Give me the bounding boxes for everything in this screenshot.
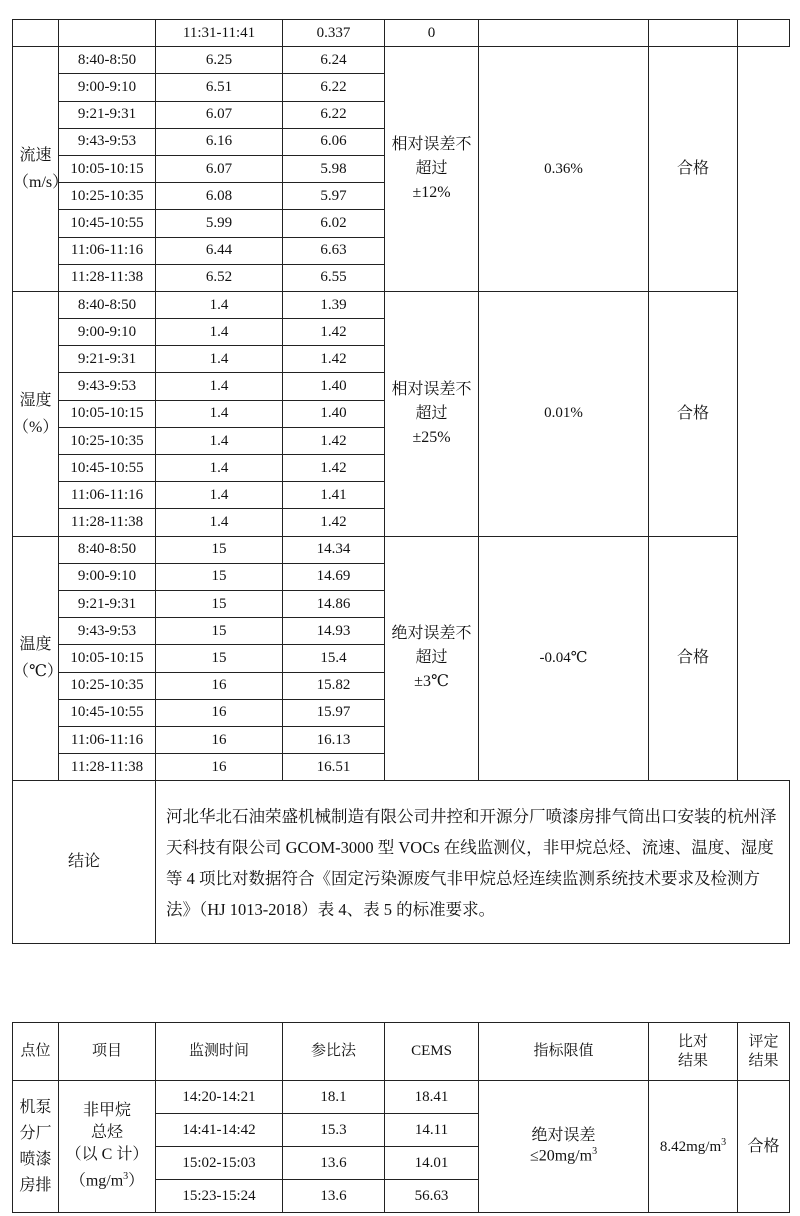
ref-cell: 18.1 bbox=[283, 1081, 385, 1114]
header-cems: CEMS bbox=[385, 1023, 479, 1081]
ref-cell: 15 bbox=[156, 618, 283, 645]
cems-cell: 15.4 bbox=[283, 645, 385, 672]
time-cell: 9:21-9:31 bbox=[59, 346, 156, 373]
time-cell: 11:28-11:38 bbox=[59, 509, 156, 536]
cems-cell: 1.41 bbox=[283, 482, 385, 509]
cems-cell: 14.69 bbox=[283, 563, 385, 590]
time-cell: 9:43-9:53 bbox=[59, 128, 156, 155]
time-cell: 10:25-10:35 bbox=[59, 427, 156, 454]
cems-cell: 14.86 bbox=[283, 590, 385, 617]
time-cell: 9:21-9:31 bbox=[59, 590, 156, 617]
ref-cell: 1.4 bbox=[156, 319, 283, 346]
verdict-cell: 合格 bbox=[649, 291, 738, 536]
result-cell: 0.01% bbox=[479, 291, 649, 536]
cems-cell: 1.39 bbox=[283, 291, 385, 318]
cems-cell: 15.82 bbox=[283, 672, 385, 699]
ref-cell: 1.4 bbox=[156, 427, 283, 454]
header-item: 项目 bbox=[59, 1023, 156, 1081]
ref-cell: 1.4 bbox=[156, 291, 283, 318]
ref-cell: 16 bbox=[156, 754, 283, 781]
header-result: 比对 结果 bbox=[649, 1023, 738, 1081]
time-cell: 11:06-11:16 bbox=[59, 237, 156, 264]
point-cell: 机泵 分厂 喷漆 房排 bbox=[13, 1081, 59, 1213]
cems-cell: 16.51 bbox=[283, 754, 385, 781]
table-row bbox=[13, 47, 790, 74]
cems-cell: 14.93 bbox=[283, 618, 385, 645]
header-point: 点位 bbox=[13, 1023, 59, 1081]
result-cell: 0.36% bbox=[479, 47, 649, 292]
ref-cell: 6.25 bbox=[156, 47, 283, 74]
result-cell: $8.42mg/m^3$ bbox=[649, 1081, 738, 1213]
item-cell: 流速 （m/s） bbox=[13, 47, 59, 292]
ref-cell: 15 bbox=[156, 645, 283, 672]
ref-cell: 16 bbox=[156, 699, 283, 726]
table-row bbox=[13, 536, 790, 563]
time-cell: 10:25-10:35 bbox=[59, 183, 156, 210]
time-cell: 15:02-15:03 bbox=[156, 1147, 283, 1180]
time-cell: 10:05-10:15 bbox=[59, 400, 156, 427]
cems-cell: 1.40 bbox=[283, 373, 385, 400]
cems-cell: 6.63 bbox=[283, 237, 385, 264]
time-cell: 10:45-10:55 bbox=[59, 699, 156, 726]
ref-cell: 6.07 bbox=[156, 155, 283, 182]
conclusion-row bbox=[13, 781, 790, 944]
ref-cell: 1.4 bbox=[156, 373, 283, 400]
header-limit: 指标限值 bbox=[479, 1023, 649, 1081]
cems-cell: 1.42 bbox=[283, 319, 385, 346]
limit-cell: 相对误差不超过 ±12% bbox=[385, 47, 479, 292]
verdict-cell: 合格 bbox=[649, 536, 738, 781]
cems-cell: 1.40 bbox=[283, 400, 385, 427]
cems-cell: 15.97 bbox=[283, 699, 385, 726]
time-cell: 9:00-9:10 bbox=[59, 563, 156, 590]
cems-cell: 18.41 bbox=[385, 1081, 479, 1114]
point-cell-continued bbox=[13, 20, 59, 47]
cems-cell: 6.02 bbox=[283, 210, 385, 237]
time-cell: 10:25-10:35 bbox=[59, 672, 156, 699]
ref-cell: 16 bbox=[156, 726, 283, 753]
cems-cell: 1.42 bbox=[283, 455, 385, 482]
ref-cell: 5.99 bbox=[156, 210, 283, 237]
time-cell: 11:06-11:16 bbox=[59, 482, 156, 509]
cems-cell: 14.11 bbox=[385, 1114, 479, 1147]
cems-cell: 6.24 bbox=[283, 47, 385, 74]
limit-cell: 绝对误差 $\le 20mg/m^3$ bbox=[479, 1081, 649, 1213]
time-cell: 8:40-8:50 bbox=[59, 47, 156, 74]
time-cell: 15:23-15:24 bbox=[156, 1180, 283, 1213]
table-row bbox=[13, 20, 790, 47]
ref-cell: 13.6 bbox=[283, 1180, 385, 1213]
cems-cell: 5.98 bbox=[283, 155, 385, 182]
time-cell: 9:43-9:53 bbox=[59, 373, 156, 400]
time-cell: 11:31-11:41 bbox=[156, 20, 283, 47]
ref-cell: 13.6 bbox=[283, 1147, 385, 1180]
cems-cell: 6.06 bbox=[283, 128, 385, 155]
ref-cell: 6.07 bbox=[156, 101, 283, 128]
limit-cell-continued bbox=[479, 20, 649, 47]
cems-cell: 1.42 bbox=[283, 346, 385, 373]
ref-cell: 6.52 bbox=[156, 264, 283, 291]
header-verdict: 评定 结果 bbox=[738, 1023, 790, 1081]
header-ref: 参比法 bbox=[283, 1023, 385, 1081]
time-cell: 11:28-11:38 bbox=[59, 264, 156, 291]
limit-cell: 绝对误差不超过 ±3℃ bbox=[385, 536, 479, 781]
cems-cell: 6.22 bbox=[283, 101, 385, 128]
ref-cell: 15.3 bbox=[283, 1114, 385, 1147]
ref-cell: 15 bbox=[156, 590, 283, 617]
limit-cell: 相对误差不超过 ±25% bbox=[385, 291, 479, 536]
item-cell: 湿度 （%） bbox=[13, 291, 59, 536]
time-cell: 9:21-9:31 bbox=[59, 101, 156, 128]
time-cell: 9:00-9:10 bbox=[59, 319, 156, 346]
ref-cell: 15 bbox=[156, 536, 283, 563]
ref-cell: 6.08 bbox=[156, 183, 283, 210]
table-row bbox=[13, 1081, 790, 1114]
result-cell-continued bbox=[649, 20, 738, 47]
item-cell-continued bbox=[59, 20, 156, 47]
cems-cell: 1.42 bbox=[283, 427, 385, 454]
ref-cell: 0.337 bbox=[283, 20, 385, 47]
time-cell: 9:00-9:10 bbox=[59, 74, 156, 101]
ref-cell: 6.51 bbox=[156, 74, 283, 101]
ref-cell: 1.4 bbox=[156, 482, 283, 509]
ref-cell: 16 bbox=[156, 672, 283, 699]
header-row bbox=[13, 1023, 790, 1081]
cems-cell: 0 bbox=[385, 20, 479, 47]
time-cell: 14:20-14:21 bbox=[156, 1081, 283, 1114]
result-cell: -0.04℃ bbox=[479, 536, 649, 781]
time-cell: 10:45-10:55 bbox=[59, 455, 156, 482]
cems-cell: 1.42 bbox=[283, 509, 385, 536]
table-row bbox=[13, 291, 790, 318]
time-cell: 9:43-9:53 bbox=[59, 618, 156, 645]
item-cell: 温度 （℃） bbox=[13, 536, 59, 781]
cems-cell: 6.22 bbox=[283, 74, 385, 101]
ref-cell: 6.16 bbox=[156, 128, 283, 155]
time-cell: 10:05-10:15 bbox=[59, 645, 156, 672]
cems-cell: 16.13 bbox=[283, 726, 385, 753]
cems-cell: 6.55 bbox=[283, 264, 385, 291]
ref-cell: 1.4 bbox=[156, 455, 283, 482]
time-cell: 11:28-11:38 bbox=[59, 754, 156, 781]
ref-cell: 1.4 bbox=[156, 400, 283, 427]
verdict-cell-continued bbox=[738, 20, 790, 47]
nmhc-comparison-table bbox=[12, 1022, 790, 1213]
header-time: 监测时间 bbox=[156, 1023, 283, 1081]
cems-cell: 14.01 bbox=[385, 1147, 479, 1180]
comparison-table bbox=[12, 19, 790, 944]
verdict-cell: 合格 bbox=[649, 47, 738, 292]
time-cell: 10:05-10:15 bbox=[59, 155, 156, 182]
cems-cell: 5.97 bbox=[283, 183, 385, 210]
conclusion-label: 结论 bbox=[13, 781, 156, 944]
ref-cell: 1.4 bbox=[156, 346, 283, 373]
time-cell: 11:06-11:16 bbox=[59, 726, 156, 753]
conclusion-text: 河北华北石油荣盛机械制造有限公司井控和开源分厂喷漆房排气筒出口安装的杭州泽天科技有限公司 GCOM-3000 型 VOCs 在线监测仪，非甲烷总烃、流速、温度、湿度等 4 项比对数据符合《固定污染源废气非甲烷总烃连续监测系统技术要求及检测方法》（HJ 1013-2018）表 4、表 5 的标准要求。 bbox=[156, 781, 790, 944]
time-cell: 8:40-8:50 bbox=[59, 291, 156, 318]
cems-cell: 56.63 bbox=[385, 1180, 479, 1213]
time-cell: 8:40-8:50 bbox=[59, 536, 156, 563]
ref-cell: 1.4 bbox=[156, 509, 283, 536]
time-cell: 10:45-10:55 bbox=[59, 210, 156, 237]
ref-cell: 15 bbox=[156, 563, 283, 590]
verdict-cell: 合格 bbox=[738, 1081, 790, 1213]
time-cell: 14:41-14:42 bbox=[156, 1114, 283, 1147]
cems-cell: 14.34 bbox=[283, 536, 385, 563]
ref-cell: 6.44 bbox=[156, 237, 283, 264]
item-cell: 非甲烷 总烃 （以 C 计） $(mg/m^3)$ bbox=[59, 1081, 156, 1213]
